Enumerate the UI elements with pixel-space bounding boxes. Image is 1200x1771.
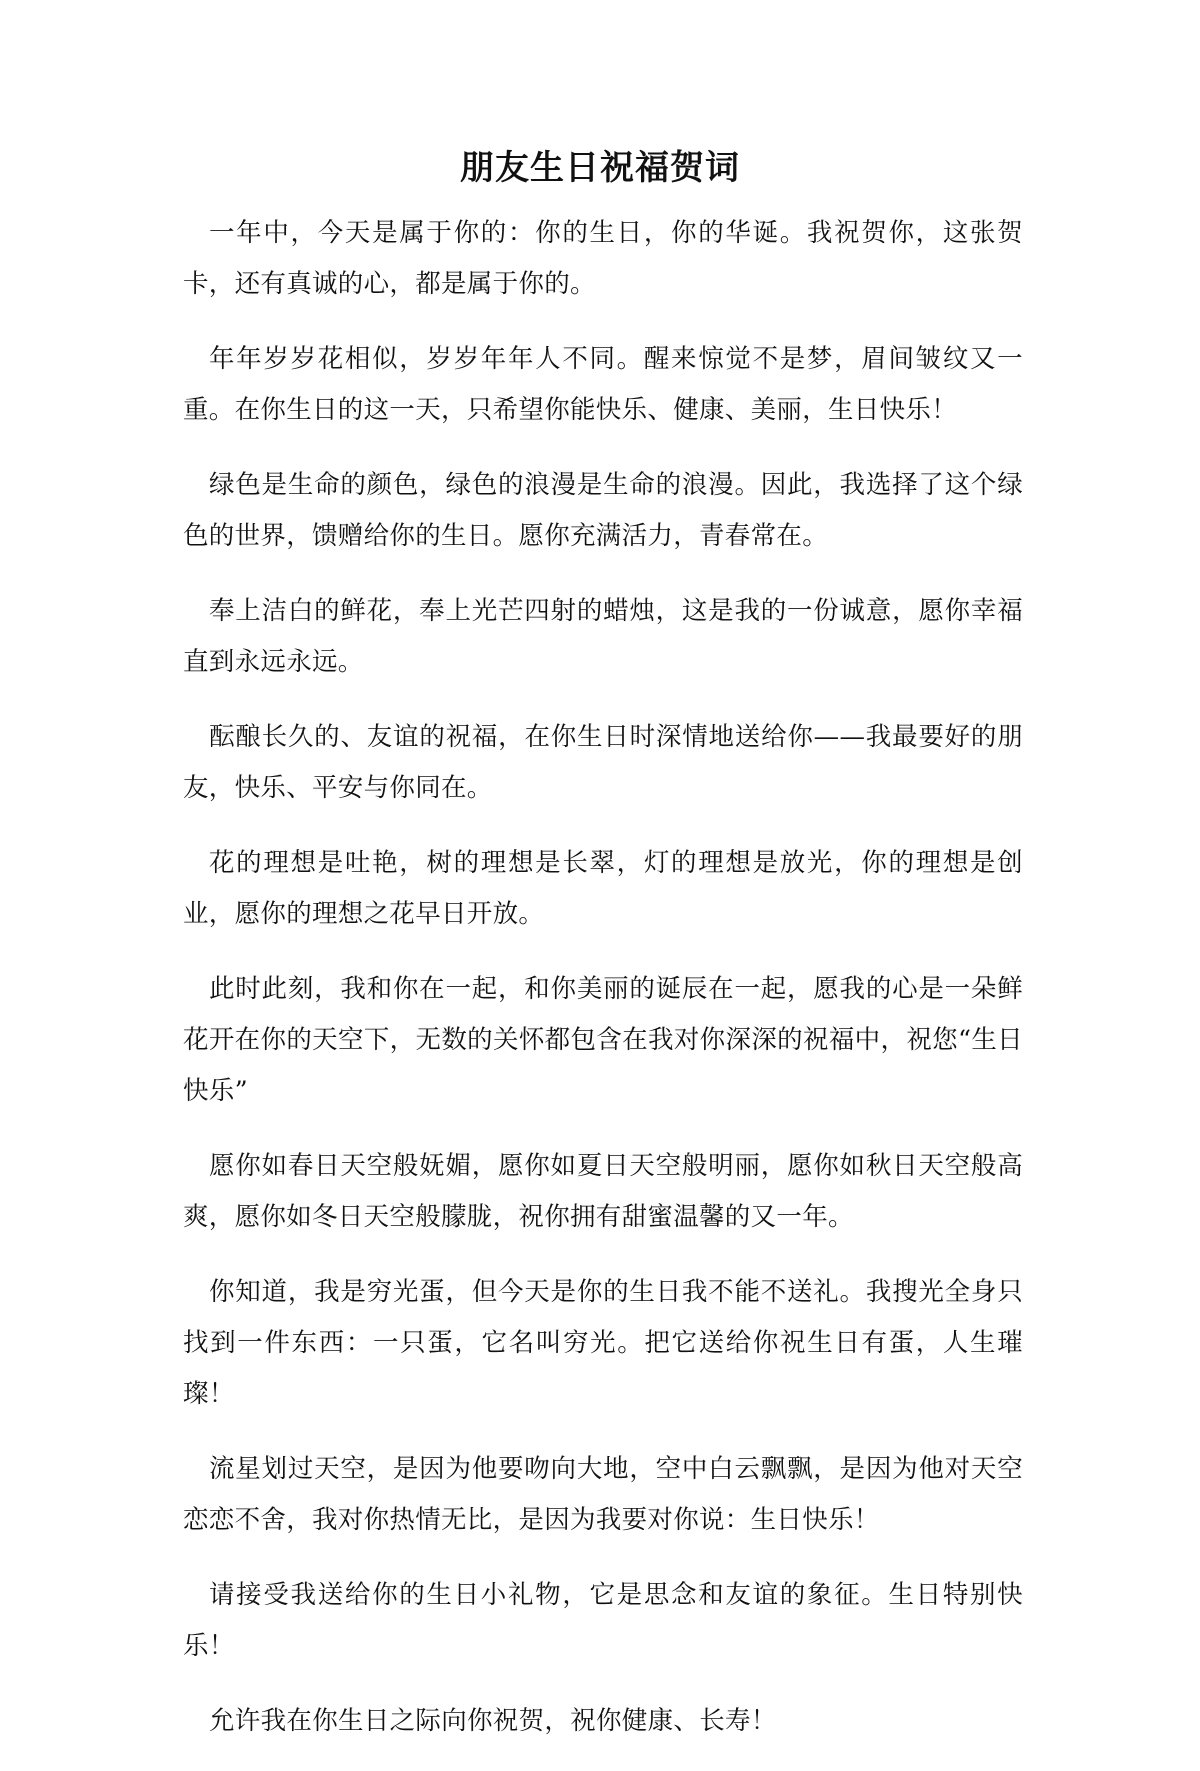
paragraph: 请接受我送给你的生日小礼物，它是思念和友谊的象征。生日特别快乐！ (183, 1580, 1023, 1661)
paragraph: 年年岁岁花相似，岁岁年年人不同。醒来惊觉不是梦，眉间皱纹又一重。在你生日的这一天，只希望你能快乐、健康、美丽，生日快乐！ (183, 344, 1023, 425)
paragraph: 奉上洁白的鲜花，奉上光芒四射的蜡烛，这是我的一份诚意，愿你幸福直到永远永远。 (183, 596, 1023, 677)
document-body (183, 208, 1023, 1771)
paragraph: 允许我在你生日之际向你祝贺，祝你健康、长寿！ (209, 1706, 777, 1736)
document-title: 朋友生日祝福贺词 (460, 148, 740, 188)
paragraph: 一年中，今天是属于你的：你的生日，你的华诞。我祝贺你，这张贺卡，还有真诚的心，都是属于你的。 (183, 218, 1023, 299)
paragraph: 花的理想是吐艳，树的理想是长翠，灯的理想是放光，你的理想是创业，愿你的理想之花早日开放。 (183, 848, 1023, 929)
paragraph: 愿你如春日天空般妩媚，愿你如夏日天空般明丽，愿你如秋日天空般高爽，愿你如冬日天空般朦胧，祝你拥有甜蜜温馨的又一年。 (183, 1151, 1023, 1232)
paragraph: 此时此刻，我和你在一起，和你美丽的诞辰在一起，愿我的心是一朵鲜花开在你的天空下，无数的关怀都包含在我对你深深的祝福中，祝您“生日快乐” (183, 974, 1023, 1106)
paragraph: 流星划过天空，是因为他要吻向大地，空中白云飘飘，是因为他对天空恋恋不舍，我对你热情无比，是因为我要对你说：生日快乐！ (183, 1454, 1023, 1535)
paragraph: 绿色是生命的颜色，绿色的浪漫是生命的浪漫。因此，我选择了这个绿色的世界，馈赠给你的生日。愿你充满活力，青春常在。 (183, 470, 1023, 551)
paragraph: 酝酿长久的、友谊的祝福，在你生日时深情地送给你——我最要好的朋友，快乐、平安与你同在。 (183, 722, 1023, 803)
paragraph: 你知道，我是穷光蛋，但今天是你的生日我不能不送礼。我搜光全身只找到一件东西：一只蛋，它名叫穷光。把它送给你祝生日有蛋，人生璀璨！ (183, 1277, 1023, 1409)
